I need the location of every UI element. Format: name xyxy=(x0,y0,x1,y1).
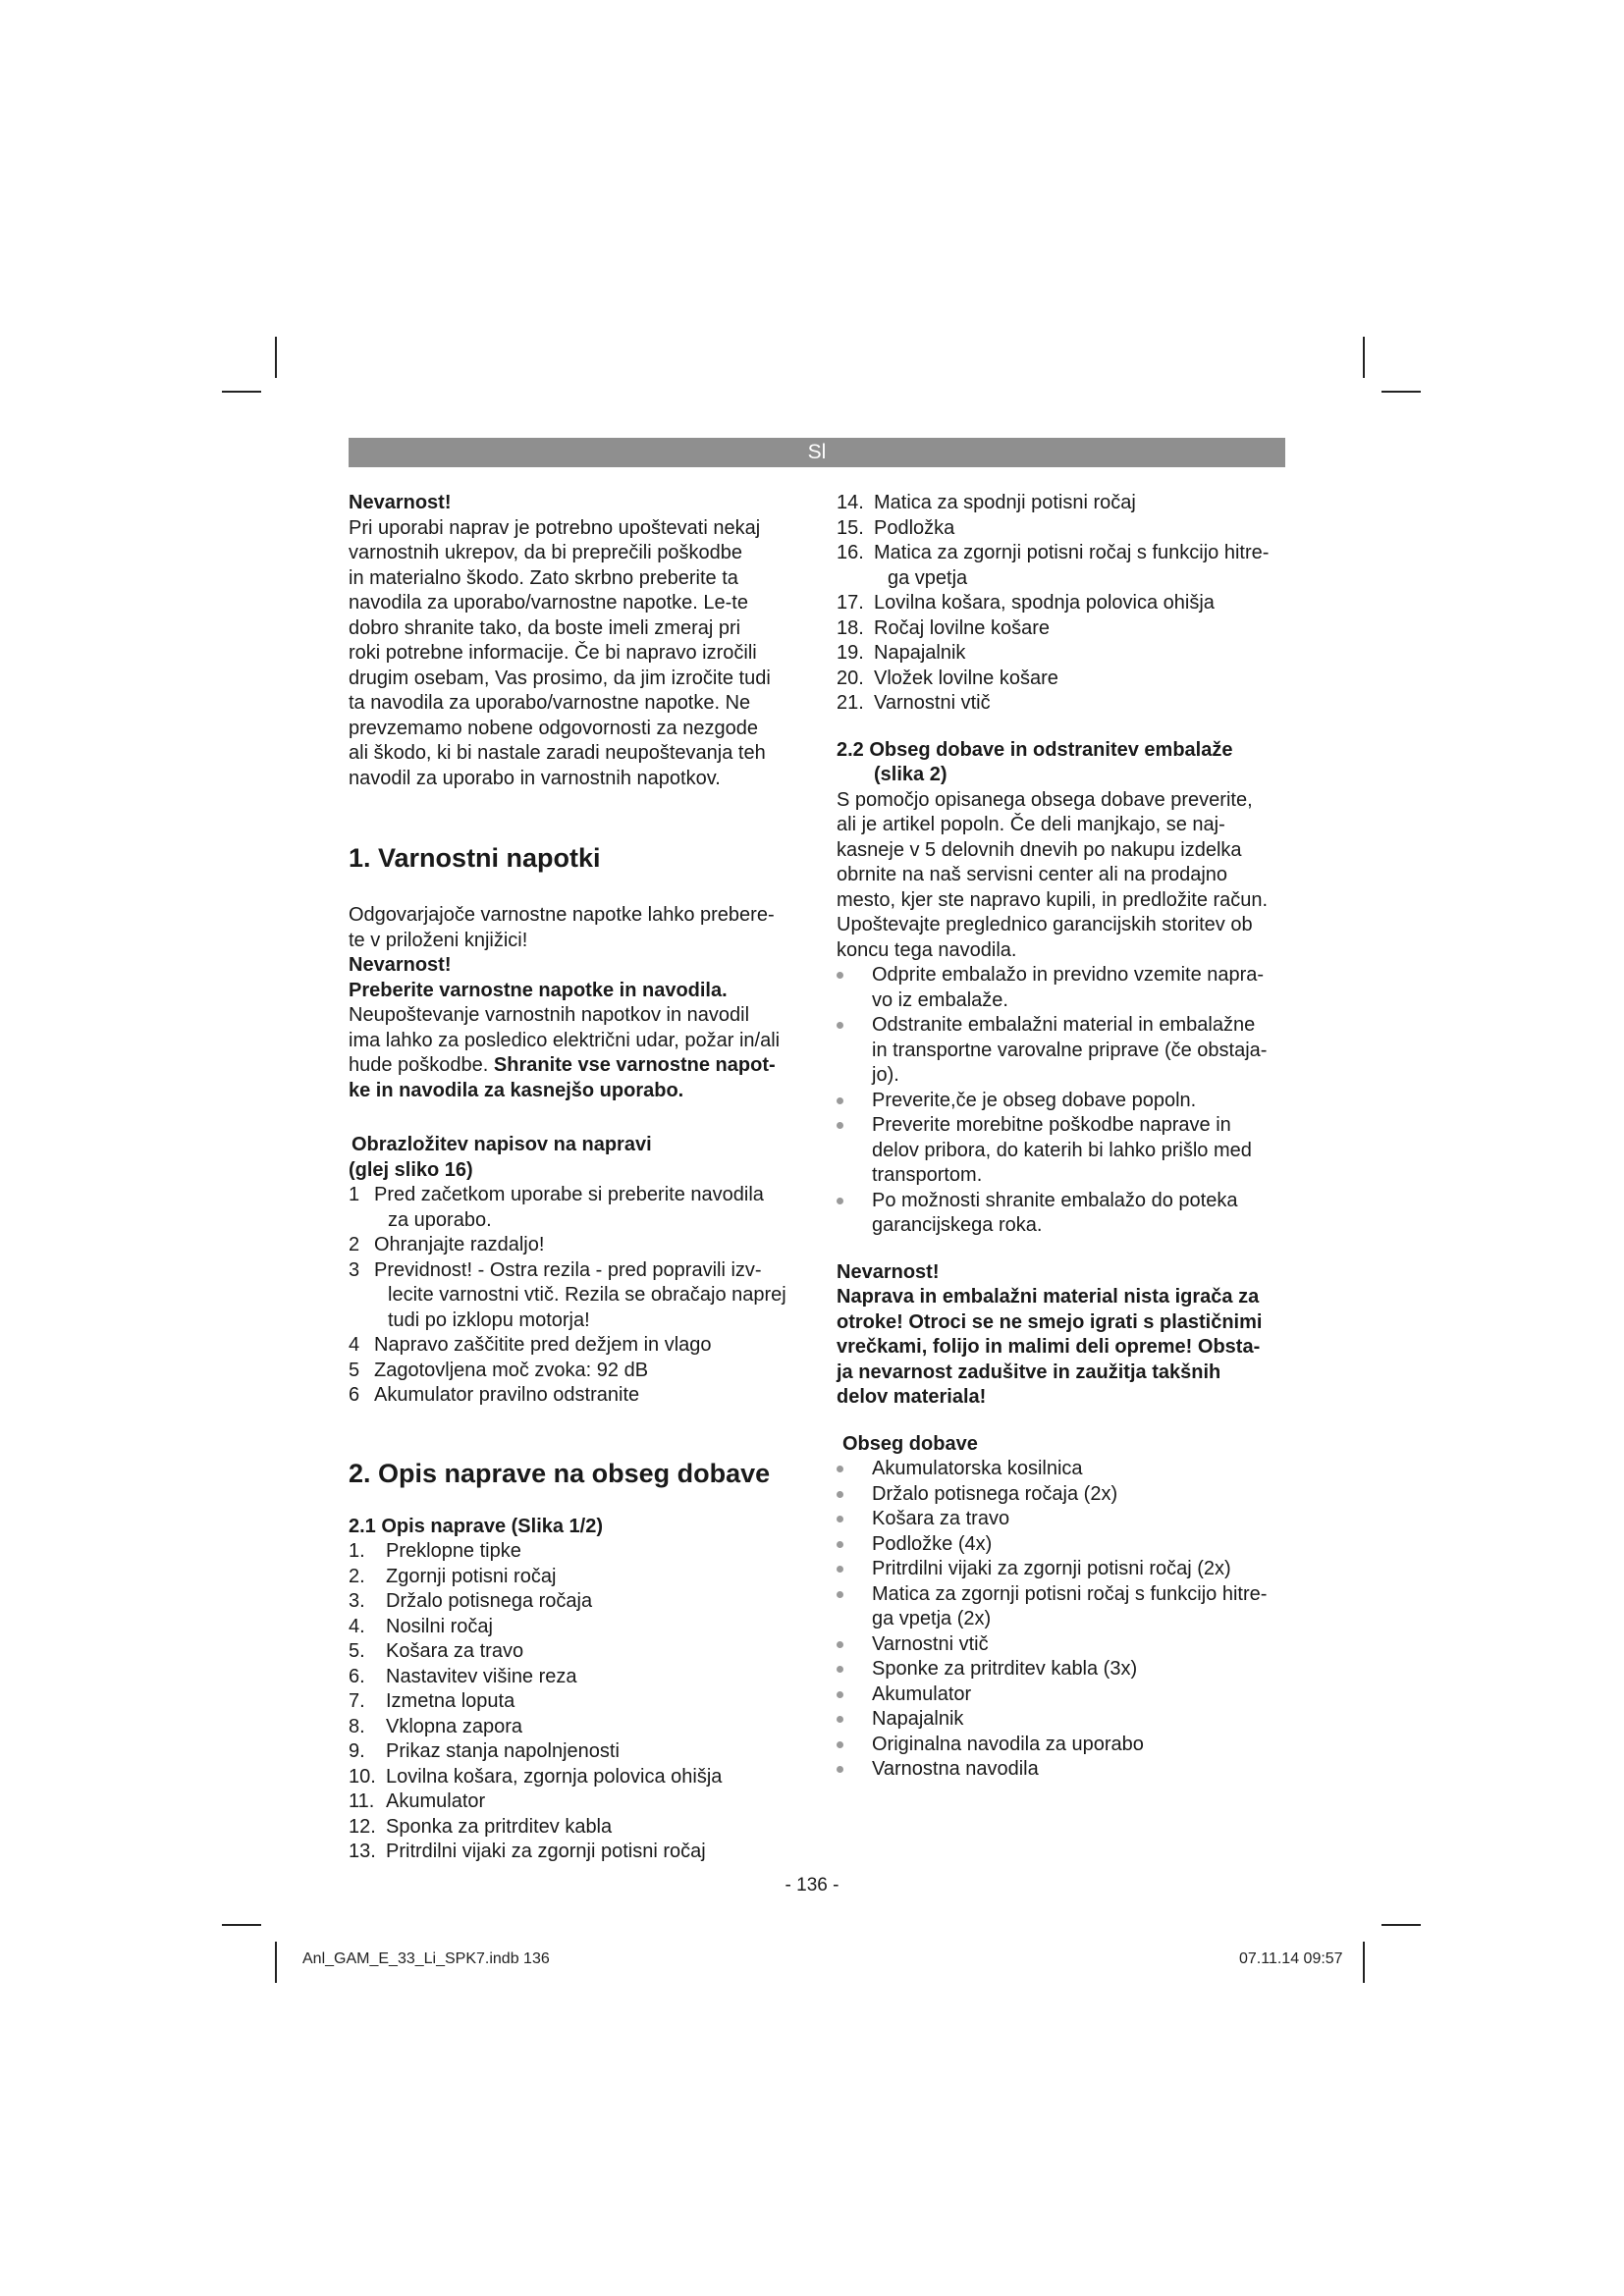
item-text: Držalo potisnega ročaja xyxy=(386,1590,593,1612)
crop-mark xyxy=(275,337,277,378)
list-item xyxy=(349,1333,800,1359)
item-text: Košara za travo xyxy=(386,1640,524,1662)
warning-emphasis: Preberite varnostne napotke in navodila. xyxy=(349,979,728,1001)
item-number: 19. xyxy=(837,642,864,664)
item-number: 2. xyxy=(349,1565,365,1587)
bullet-item xyxy=(837,1482,1288,1508)
crop-mark xyxy=(1381,391,1421,393)
item-text: in transportne varovalne priprave (če obstaja- xyxy=(872,1039,1268,1061)
warning-text: varnostnih ukrepov, da bi preprečili poškodbe xyxy=(349,542,742,563)
body-text: ima lahko za posledico električni udar, požar in/ali xyxy=(349,1029,781,1051)
item-number: 7. xyxy=(349,1690,365,1712)
text-line: koncu tega navodila. xyxy=(837,938,1017,961)
crop-mark xyxy=(222,1924,261,1926)
item-text: Izmetna loputa xyxy=(386,1690,515,1712)
subsection-heading: 2.2 Obseg dobave in odstranitev embalaže xyxy=(837,738,1233,761)
item-number: 9. xyxy=(349,1740,365,1762)
item-text: Pritrdilni vijaki za zgornji potisni ročaj xyxy=(386,1841,706,1862)
body-text: Odgovarjajoče varnostne napotke lahko prebere- xyxy=(349,904,775,926)
item-text: transportom. xyxy=(872,1164,983,1186)
list-item xyxy=(349,1840,800,1865)
subsection-heading: (slika 2) xyxy=(874,764,947,785)
item-text: Ohranjajte razdaljo! xyxy=(374,1234,545,1255)
warning-text: ta navodila za uporabo/varnostne napotke. Ne xyxy=(349,692,751,714)
item-number: 15. xyxy=(837,516,864,539)
bullet-item xyxy=(837,1113,1288,1189)
crop-mark xyxy=(1363,337,1365,378)
text-line: S pomočjo opisanega obsega dobave preverite, xyxy=(837,788,1253,811)
bullet-item xyxy=(837,1632,1288,1658)
warning-text: drugim osebam, Vas prosimo, da jim izročite tudi xyxy=(349,667,771,689)
list-item xyxy=(837,667,1288,692)
list-item xyxy=(349,1739,800,1765)
warning-text: ali škodo, ki bi nastale zaradi neupoštevanja teh xyxy=(349,742,766,764)
item-number: 18. xyxy=(837,616,864,639)
warning-text: prevzemamo nobene odgovornosti za nezgode xyxy=(349,717,758,739)
body-text: te v priloženi knjižici! xyxy=(349,929,528,951)
bullet-item xyxy=(837,963,1288,1013)
warning-title: Nevarnost! xyxy=(349,492,452,513)
item-text: delov pribora, do katerih bi lahko prišlo med xyxy=(872,1139,1252,1161)
warning-text: Pri uporabi naprav je potrebno upoštevati nekaj xyxy=(349,516,761,539)
item-text: Lovilna košara, zgornja polovica ohišja xyxy=(386,1765,723,1788)
subsection-heading: (glej sliko 16) xyxy=(349,1158,473,1181)
bullet-item xyxy=(837,1189,1288,1239)
item-text: Matica za spodnji potisni ročaj xyxy=(874,492,1136,513)
list-item xyxy=(837,616,1288,642)
item-number: 17. xyxy=(837,592,864,614)
item-text: ga vpetja (2x) xyxy=(872,1608,992,1629)
item-text: Napravo zaščitite pred dežjem in vlago xyxy=(374,1334,712,1356)
unpacking-steps xyxy=(837,963,1288,1239)
text-line: Upoštevajte preglednico garancijskih storitev ob xyxy=(837,914,1253,935)
list-item xyxy=(349,1615,800,1640)
bullet-item xyxy=(837,1582,1288,1632)
item-text: Preverite,če je obseg dobave popoln. xyxy=(872,1089,1197,1111)
item-number: 21. xyxy=(837,692,864,714)
symbol-labels-list xyxy=(349,1183,800,1409)
body-text: hude poškodbe. xyxy=(349,1054,494,1076)
crop-mark xyxy=(275,1942,277,1983)
item-text: Podložka xyxy=(874,516,955,539)
text-line: kasneje v 5 delovnih dnevih po nakupu izdelka xyxy=(837,838,1242,861)
crop-mark xyxy=(222,391,261,393)
subsection-heading: Obseg dobave xyxy=(842,1432,978,1455)
item-text: garancijskega roka. xyxy=(872,1214,1043,1236)
warning-text: roki potrebne informacije. Če bi napravo izročili xyxy=(349,642,757,664)
text-line: Naprava in embalažni material nista igrača za xyxy=(837,1286,1260,1308)
item-text: Napajalnik xyxy=(874,642,966,664)
warning-block xyxy=(349,491,800,791)
item-text: vo iz embalaže. xyxy=(872,988,1008,1011)
warning-text xyxy=(837,1285,1288,1411)
item-number: 4. xyxy=(349,1615,365,1637)
item-text: Napajalnik xyxy=(872,1708,964,1730)
item-number: 5 xyxy=(349,1359,360,1381)
language-tag: Sl xyxy=(807,441,827,463)
item-text: Akumulator pravilno odstranite xyxy=(374,1384,640,1406)
item-number: 2 xyxy=(349,1234,360,1255)
item-number: 16. xyxy=(837,542,864,563)
item-number: 1. xyxy=(349,1540,365,1562)
list-item xyxy=(349,1589,800,1615)
bullet-item xyxy=(837,1532,1288,1558)
item-text: Zagotovljena moč zvoka: 92 dB xyxy=(374,1359,649,1381)
text-line: delov materiala! xyxy=(837,1386,987,1408)
crop-mark xyxy=(1381,1924,1421,1926)
item-text: Akumulatorska kosilnica xyxy=(872,1458,1083,1479)
item-text: Preklopne tipke xyxy=(386,1540,521,1562)
item-text: Nastavitev višine reza xyxy=(386,1665,577,1687)
item-text: Varnostni vtič xyxy=(872,1632,989,1655)
parts-list xyxy=(349,1539,800,1865)
bullet-item xyxy=(837,1089,1288,1114)
item-number: 5. xyxy=(349,1640,365,1662)
item-number: 6 xyxy=(349,1384,360,1406)
item-text: Pred začetkom uporabe si preberite navodila xyxy=(374,1184,764,1205)
item-text: Podložke (4x) xyxy=(872,1532,993,1555)
item-text: Akumulator xyxy=(872,1682,972,1705)
warning-emphasis: ke in navodila za kasnejšo uporabo. xyxy=(349,1079,684,1101)
subsection-heading: Obrazložitev napisov na napravi xyxy=(352,1134,652,1155)
language-header-bar xyxy=(349,438,1285,467)
list-item xyxy=(837,541,1288,591)
list-item xyxy=(349,1359,800,1384)
list-item xyxy=(837,491,1288,516)
warning-text: dobro shranite tako, da boste imeli zmeraj pri xyxy=(349,616,741,639)
list-item xyxy=(349,1789,800,1815)
text-line: mesto, kjer ste napravo kupili, in predložite račun. xyxy=(837,888,1269,911)
delivery-scope-section xyxy=(837,738,1288,1239)
warning-emphasis: Shranite vse varnostne napot- xyxy=(493,1054,776,1076)
left-column xyxy=(349,491,800,1865)
list-item xyxy=(349,1258,800,1334)
item-text: Akumulator xyxy=(386,1790,486,1812)
text-line: obrnite na naš servisni center ali na prodajno xyxy=(837,864,1228,885)
item-text: Zgornji potisni ročaj xyxy=(386,1565,557,1587)
subsection-heading: 2.1 Opis naprave (Slika 1/2) xyxy=(349,1515,604,1537)
item-number: 20. xyxy=(837,667,864,689)
text-line: vrečkami, folijo in malimi deli opreme! Obsta- xyxy=(837,1336,1261,1358)
text-line: ja nevarnost zadušitve in zaužitja takšnih xyxy=(837,1361,1221,1383)
list-item xyxy=(349,1665,800,1690)
footer-file: Anl_GAM_E_33_Li_SPK7.indb 136 xyxy=(302,1950,550,1967)
warning-title: Nevarnost! xyxy=(349,954,452,976)
bullet-item xyxy=(837,1457,1288,1482)
item-text: Vložek lovilne košare xyxy=(874,667,1058,689)
bullet-item xyxy=(837,1557,1288,1582)
item-text: Pritrdilni vijaki za zgornji potisni ročaj (2x) xyxy=(872,1558,1231,1579)
body-text: Neupoštevanje varnostnih napotkov in navodil xyxy=(349,1004,750,1026)
list-item xyxy=(349,1233,800,1258)
list-item xyxy=(349,1565,800,1590)
scope-of-delivery xyxy=(837,1432,1288,1783)
bullet-item xyxy=(837,1682,1288,1708)
item-text: Varnostni vtič xyxy=(874,692,991,714)
item-text: Prikaz stanja napolnjenosti xyxy=(386,1740,620,1762)
item-text: jo). xyxy=(872,1064,899,1086)
bullet-item xyxy=(837,1733,1288,1758)
list-item xyxy=(349,1383,800,1409)
item-number: 3. xyxy=(349,1590,365,1612)
scope-list xyxy=(837,1457,1288,1783)
bullet-item xyxy=(837,1507,1288,1532)
warning-title: Nevarnost! xyxy=(837,1260,940,1283)
item-text: Varnostna navodila xyxy=(872,1758,1039,1780)
list-item xyxy=(349,1539,800,1565)
parts-list-continued xyxy=(837,491,1288,717)
item-text: tudi po izklopu motorja! xyxy=(388,1308,590,1331)
warning-block xyxy=(837,1260,1288,1411)
list-item xyxy=(837,691,1288,717)
item-text: Preverite morebitne poškodbe naprave in xyxy=(872,1114,1231,1136)
list-item xyxy=(837,641,1288,667)
item-text: za uporabo. xyxy=(388,1208,492,1231)
item-number: 12. xyxy=(349,1815,376,1838)
item-number: 3 xyxy=(349,1258,360,1281)
item-text: Košara za travo xyxy=(872,1508,1010,1529)
footer-datetime: 07.11.14 09:57 xyxy=(1239,1950,1343,1967)
delivery-paragraph xyxy=(837,788,1288,964)
item-number: 10. xyxy=(349,1765,376,1788)
crop-mark xyxy=(1363,1942,1365,1983)
safety-intro xyxy=(349,903,800,1103)
list-item xyxy=(837,516,1288,542)
bullet-item xyxy=(837,1013,1288,1089)
item-text: Sponka za pritrditev kabla xyxy=(386,1815,613,1838)
item-text: ga vpetja xyxy=(888,566,968,589)
section-heading: 2. Opis naprave na obseg dobave xyxy=(349,1458,771,1488)
right-column xyxy=(837,491,1288,1783)
item-text: lecite varnostni vtič. Rezila se obračajo naprej xyxy=(388,1284,786,1306)
item-text: Matica za zgornji potisni ročaj s funkcijo hitre- xyxy=(874,542,1270,563)
item-text: Ročaj lovilne košare xyxy=(874,616,1050,639)
item-text: Odstranite embalažni material in embalažne xyxy=(872,1014,1256,1036)
item-number: 11. xyxy=(349,1790,375,1812)
item-number: 8. xyxy=(349,1715,365,1737)
bullet-item xyxy=(837,1657,1288,1682)
device-description xyxy=(349,1515,800,1865)
item-text: Previdnost! - Ostra rezila - pred popravili izv- xyxy=(374,1258,762,1281)
item-text: Lovilna košara, spodnja polovica ohišja xyxy=(874,592,1215,614)
warning-text: in materialno škodo. Zato skrbno preberite ta xyxy=(349,566,738,589)
item-text: Matica za zgornji potisni ročaj s funkcijo hitre- xyxy=(872,1582,1268,1605)
section-heading: 1. Varnostni napotki xyxy=(349,843,601,873)
bullet-item xyxy=(837,1757,1288,1783)
list-item xyxy=(349,1689,800,1715)
text-line: otroke! Otroci se ne smejo igrati s plastičnimi xyxy=(837,1310,1263,1333)
item-number: 6. xyxy=(349,1665,365,1687)
list-item xyxy=(837,591,1288,616)
list-item xyxy=(349,1815,800,1841)
item-text: Odprite embalažo in previdno vzemite napra- xyxy=(872,964,1265,986)
body-text xyxy=(349,1053,800,1079)
item-number: 4 xyxy=(349,1334,360,1356)
item-number: 14. xyxy=(837,492,864,513)
warning-text: navodila za uporabo/varnostne napotke. Le-te xyxy=(349,592,748,614)
item-text: Sponke za pritrditev kabla (3x) xyxy=(872,1658,1138,1680)
item-number: 13. xyxy=(349,1841,376,1862)
symbol-labels xyxy=(349,1133,800,1409)
item-text: Originalna navodila za uporabo xyxy=(872,1733,1144,1755)
item-text: Držalo potisnega ročaja (2x) xyxy=(872,1482,1118,1505)
item-text: Nosilni ročaj xyxy=(386,1615,493,1637)
bullet-item xyxy=(837,1707,1288,1733)
text-line: ali je artikel popoln. Če deli manjkajo, se naj- xyxy=(837,814,1225,835)
page-number: - 136 - xyxy=(785,1875,839,1896)
list-item xyxy=(349,1639,800,1665)
item-number: 1 xyxy=(349,1184,360,1205)
list-item xyxy=(349,1183,800,1233)
item-text: Po možnosti shranite embalažo do poteka xyxy=(872,1189,1238,1211)
warning-text: navodil za uporabo in varnostnih napotkov. xyxy=(349,767,721,789)
list-item xyxy=(349,1715,800,1740)
list-item xyxy=(349,1765,800,1790)
item-text: Vklopna zapora xyxy=(386,1715,522,1737)
